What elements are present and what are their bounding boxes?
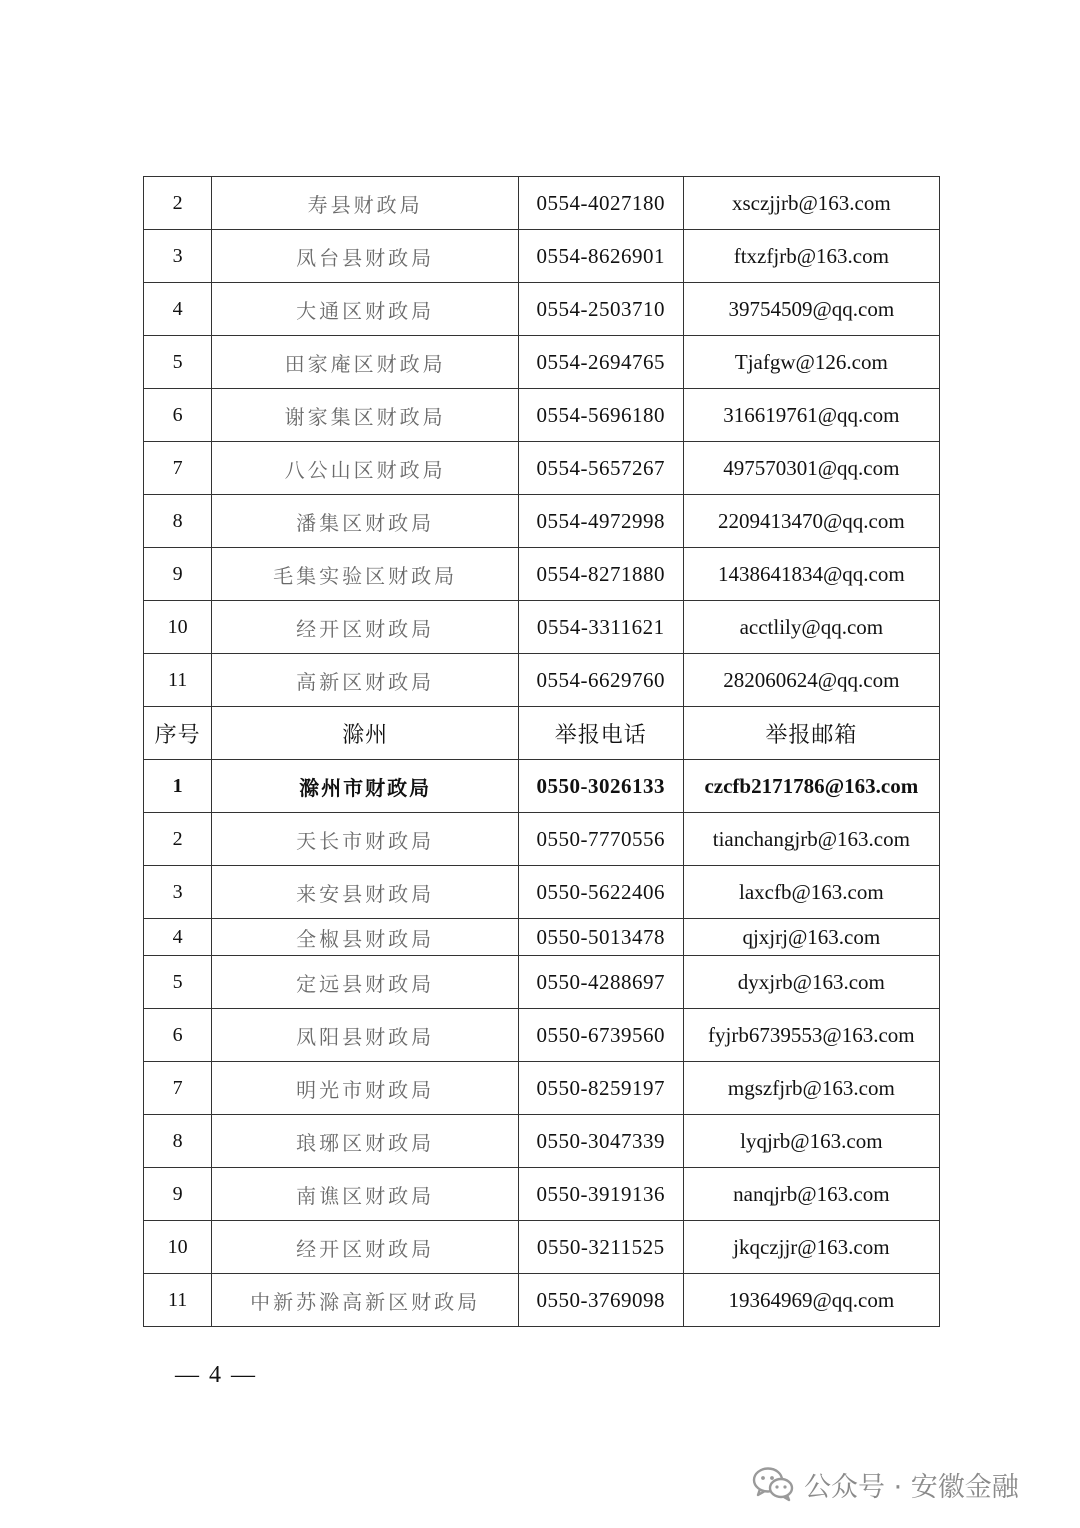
table-row [144, 230, 940, 283]
row-number: 4 [144, 283, 212, 336]
report-phone: 0554-6629760 [518, 654, 683, 707]
report-email: laxcfb@163.com [683, 866, 939, 919]
header-email: 举报邮箱 [683, 707, 939, 760]
table-row [144, 283, 940, 336]
office-name: 明光市财政局 [212, 1062, 519, 1115]
report-email: 316619761@qq.com [683, 389, 939, 442]
row-number: 5 [144, 956, 212, 1009]
table-row [144, 919, 940, 956]
row-number: 10 [144, 601, 212, 654]
table-row [144, 866, 940, 919]
office-name: 南谯区财政局 [212, 1168, 519, 1221]
table-row [144, 442, 940, 495]
report-email: 497570301@qq.com [683, 442, 939, 495]
row-number: 3 [144, 866, 212, 919]
report-phone: 0550-5013478 [518, 919, 683, 956]
row-number: 2 [144, 813, 212, 866]
office-name: 潘集区财政局 [212, 495, 519, 548]
row-number: 3 [144, 230, 212, 283]
row-number: 4 [144, 919, 212, 956]
contact-table-body [144, 177, 940, 1327]
report-phone: 0550-5622406 [518, 866, 683, 919]
office-name: 毛集实验区财政局 [212, 548, 519, 601]
table-row [144, 601, 940, 654]
report-email: dyxjrb@163.com [683, 956, 939, 1009]
row-number: 1 [144, 760, 212, 813]
report-phone: 0550-3026133 [518, 760, 683, 813]
office-name: 田家庵区财政局 [212, 336, 519, 389]
report-phone: 0554-5696180 [518, 389, 683, 442]
report-email: czcfb2171786@163.com [683, 760, 939, 813]
report-email: Tjafgw@126.com [683, 336, 939, 389]
table-row [144, 389, 940, 442]
report-phone: 0550-7770556 [518, 813, 683, 866]
office-name: 天长市财政局 [212, 813, 519, 866]
office-name: 琅琊区财政局 [212, 1115, 519, 1168]
report-phone: 0550-8259197 [518, 1062, 683, 1115]
table-row [144, 548, 940, 601]
table-row [144, 336, 940, 389]
report-email: 19364969@qq.com [683, 1274, 939, 1327]
row-number: 11 [144, 654, 212, 707]
row-number: 6 [144, 389, 212, 442]
office-name: 定远县财政局 [212, 956, 519, 1009]
office-name: 谢家集区财政局 [212, 389, 519, 442]
report-phone: 0554-2503710 [518, 283, 683, 336]
report-phone: 0554-2694765 [518, 336, 683, 389]
report-email: jkqczjjr@163.com [683, 1221, 939, 1274]
row-number: 11 [144, 1274, 212, 1327]
row-number: 8 [144, 1115, 212, 1168]
table-row [144, 1062, 940, 1115]
report-email: 1438641834@qq.com [683, 548, 939, 601]
row-number: 7 [144, 442, 212, 495]
table-row [144, 760, 940, 813]
table-row [144, 1221, 940, 1274]
office-name: 八公山区财政局 [212, 442, 519, 495]
report-phone: 0554-4027180 [518, 177, 683, 230]
report-email: 2209413470@qq.com [683, 495, 939, 548]
office-name: 寿县财政局 [212, 177, 519, 230]
header-city: 滁州 [212, 707, 519, 760]
table-row [144, 177, 940, 230]
row-number: 9 [144, 1168, 212, 1221]
office-name: 高新区财政局 [212, 654, 519, 707]
table-row [144, 654, 940, 707]
row-number: 9 [144, 548, 212, 601]
report-phone: 0550-6739560 [518, 1009, 683, 1062]
watermark-text: 公众号 · 安徽金融 [804, 1471, 1019, 1503]
wechat-icon [752, 1466, 794, 1502]
row-number: 5 [144, 336, 212, 389]
report-phone: 0554-8626901 [518, 230, 683, 283]
row-number: 2 [144, 177, 212, 230]
report-email: nanqjrb@163.com [683, 1168, 939, 1221]
report-email: ftxzfjrb@163.com [683, 230, 939, 283]
section-header-row [144, 707, 940, 760]
report-phone: 0550-3919136 [518, 1168, 683, 1221]
report-email: tianchangjrb@163.com [683, 813, 939, 866]
table-row [144, 1274, 940, 1327]
row-number: 10 [144, 1221, 212, 1274]
office-name: 全椒县财政局 [212, 919, 519, 956]
report-phone: 0554-3311621 [518, 601, 683, 654]
office-name: 滁州市财政局 [212, 760, 519, 813]
office-name: 经开区财政局 [212, 1221, 519, 1274]
table-row [144, 1009, 940, 1062]
contact-table [143, 176, 940, 1327]
row-number: 8 [144, 495, 212, 548]
office-name: 来安县财政局 [212, 866, 519, 919]
report-email: 39754509@qq.com [683, 283, 939, 336]
header-number: 序号 [144, 707, 212, 760]
report-phone: 0550-3047339 [518, 1115, 683, 1168]
report-email: mgszfjrb@163.com [683, 1062, 939, 1115]
report-email: lyqjrb@163.com [683, 1115, 939, 1168]
table-row [144, 1168, 940, 1221]
report-phone: 0550-4288697 [518, 956, 683, 1009]
report-email: fyjrb6739553@163.com [683, 1009, 939, 1062]
report-phone: 0550-3211525 [518, 1221, 683, 1274]
report-email: 282060624@qq.com [683, 654, 939, 707]
office-name: 大通区财政局 [212, 283, 519, 336]
office-name: 凤台县财政局 [212, 230, 519, 283]
row-number: 6 [144, 1009, 212, 1062]
report-phone: 0554-5657267 [518, 442, 683, 495]
row-number: 7 [144, 1062, 212, 1115]
page-number: — 4 — [175, 1362, 257, 1388]
header-phone: 举报电话 [518, 707, 683, 760]
table-row [144, 1115, 940, 1168]
report-phone: 0554-8271880 [518, 548, 683, 601]
table-row [144, 495, 940, 548]
report-email: acctlily@qq.com [683, 601, 939, 654]
table-row [144, 813, 940, 866]
report-phone: 0554-4972998 [518, 495, 683, 548]
watermark [752, 1462, 1019, 1506]
office-name: 中新苏滁高新区财政局 [212, 1274, 519, 1327]
office-name: 经开区财政局 [212, 601, 519, 654]
report-email: xsczjjrb@163.com [683, 177, 939, 230]
office-name: 凤阳县财政局 [212, 1009, 519, 1062]
report-email: qjxjrj@163.com [683, 919, 939, 956]
report-phone: 0550-3769098 [518, 1274, 683, 1327]
table-row [144, 956, 940, 1009]
